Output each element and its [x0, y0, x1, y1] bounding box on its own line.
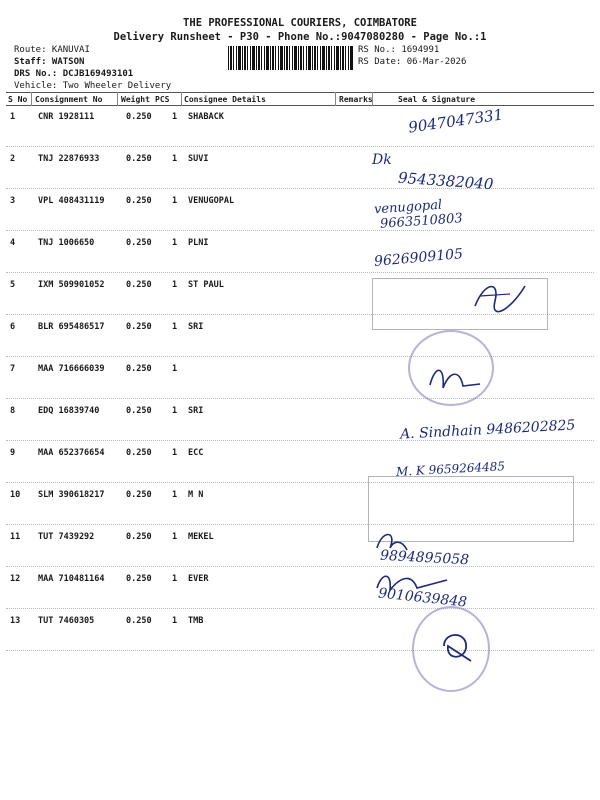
- cell-consignee: VENUGOPAL: [188, 196, 235, 206]
- cell-pcs: 1: [172, 238, 178, 248]
- signature-scribble-12: [372, 570, 452, 596]
- cell-consignment: EDQ 16839740: [38, 406, 100, 416]
- signature-9: A. Sindhain 9486202825: [399, 417, 576, 443]
- cell-sno: 12: [10, 574, 21, 584]
- column-divider: [335, 92, 336, 106]
- drs-number: DRS No.: DCJB169493101: [14, 69, 134, 79]
- cell-weight: 0.250: [126, 574, 152, 584]
- cell-consignment: MAA 716666039: [38, 364, 105, 374]
- cell-consignment: TNJ 1006650: [38, 238, 95, 248]
- col-sno: S No: [8, 95, 28, 104]
- cell-consignment: IXM 509901052: [38, 280, 105, 290]
- cell-pcs: 1: [172, 406, 178, 416]
- signature-scribble-13: [436, 626, 476, 666]
- cell-sno: 7: [10, 364, 16, 374]
- cell-weight: 0.250: [126, 364, 152, 374]
- cell-pcs: 1: [172, 364, 178, 374]
- cell-weight: 0.250: [126, 406, 152, 416]
- cell-sno: 6: [10, 322, 16, 332]
- cell-sno: 8: [10, 406, 16, 416]
- cell-sno: 1: [10, 112, 16, 122]
- staff-label: Staff: WATSON: [14, 57, 85, 67]
- signature-3a: venugopal: [373, 197, 443, 218]
- cell-consignee: SRI: [188, 406, 204, 416]
- signature-2b: 9543382040: [397, 168, 494, 194]
- signature-scribble-7: [425, 360, 485, 396]
- signature-11: 9894895058: [379, 547, 470, 569]
- table-row: [0, 232, 600, 274]
- cell-consignee: M N: [188, 490, 204, 500]
- column-divider: [181, 92, 182, 106]
- col-remarks: Remarks: [339, 95, 373, 104]
- cell-consignment: TNJ 22876933: [38, 154, 100, 164]
- cell-pcs: 1: [172, 490, 178, 500]
- cell-consignment: TUT 7460305: [38, 616, 95, 626]
- cell-consignment: CNR 1928111: [38, 112, 95, 122]
- cell-weight: 0.250: [126, 616, 152, 626]
- cell-consignee: SHABACK: [188, 112, 224, 122]
- report-title: THE PROFESSIONAL COURIERS, COIMBATORE: [183, 17, 417, 29]
- signature-12: 9010639848: [377, 585, 468, 611]
- rs-date: RS Date: 06-Mar-2026: [358, 57, 467, 67]
- barcode: [228, 46, 354, 70]
- signature-10: M. K 9659264485: [395, 459, 506, 479]
- cell-consignee: TMB: [188, 616, 204, 626]
- cell-weight: 0.250: [126, 448, 152, 458]
- cell-weight: 0.250: [126, 280, 152, 290]
- cell-consignment: MAA 652376654: [38, 448, 105, 458]
- cell-weight: 0.250: [126, 112, 152, 122]
- col-weight: Weight: [121, 95, 150, 104]
- cell-weight: 0.250: [126, 196, 152, 206]
- signature-3b: 9663510803: [379, 211, 464, 232]
- cell-pcs: 1: [172, 448, 178, 458]
- cell-weight: 0.250: [126, 532, 152, 542]
- signature-scribble-11: [372, 528, 412, 558]
- cell-sno: 3: [10, 196, 16, 206]
- cell-consignment: SLM 390618217: [38, 490, 105, 500]
- cell-pcs: 1: [172, 532, 178, 542]
- cell-pcs: 1: [172, 574, 178, 584]
- signature-scribble-5: [470, 276, 530, 316]
- column-divider: [31, 92, 32, 106]
- table-row: [0, 358, 600, 400]
- table-row: [0, 190, 600, 232]
- cell-consignee: EVER: [188, 574, 209, 584]
- table-row: [0, 568, 600, 610]
- cell-pcs: 1: [172, 196, 178, 206]
- rs-number: RS No.: 1694991: [358, 45, 440, 55]
- cell-sno: 13: [10, 616, 21, 626]
- cell-sno: 5: [10, 280, 16, 290]
- cell-sno: 11: [10, 532, 21, 542]
- col-pcs: PCS: [155, 95, 170, 104]
- route-label: Route: KANUVAI: [14, 45, 90, 55]
- table-row: [0, 106, 600, 148]
- cell-consignee: ECC: [188, 448, 204, 458]
- cell-consignee: PLNI: [188, 238, 209, 248]
- table-row: [0, 610, 600, 652]
- cell-pcs: 1: [172, 112, 178, 122]
- cell-consignee: MEKEL: [188, 532, 214, 542]
- cell-consignment: VPL 408431119: [38, 196, 105, 206]
- cell-consignee: SRI: [188, 322, 204, 332]
- cell-weight: 0.250: [126, 322, 152, 332]
- cell-consignee: ST PAUL: [188, 280, 224, 290]
- cell-weight: 0.250: [126, 154, 152, 164]
- table-row: [0, 148, 600, 190]
- report-subtitle: Delivery Runsheet - P30 - Phone No.:9047080280 - Page No.:1: [113, 31, 487, 43]
- cell-consignment: BLR 695486517: [38, 322, 105, 332]
- cell-pcs: 1: [172, 616, 178, 626]
- col-consignment: Consignment No: [35, 95, 103, 104]
- cell-weight: 0.250: [126, 490, 152, 500]
- vehicle-label: Vehicle: Two Wheeler Delivery: [14, 81, 172, 91]
- signature-4: 9626909105: [373, 246, 464, 270]
- col-consignee: Consignee Details: [184, 95, 266, 104]
- cell-sno: 4: [10, 238, 16, 248]
- cell-pcs: 1: [172, 280, 178, 290]
- table-top-rule: [6, 92, 594, 93]
- signature-2a: Dk: [372, 152, 392, 168]
- signature-1: 9047047331: [407, 105, 505, 137]
- cell-pcs: 1: [172, 154, 178, 164]
- cell-sno: 9: [10, 448, 16, 458]
- cell-sno: 2: [10, 154, 16, 164]
- cell-consignment: MAA 710481164: [38, 574, 105, 584]
- cell-consignment: TUT 7439292: [38, 532, 95, 542]
- col-seal-signature: Seal & Signature: [398, 95, 476, 104]
- cell-weight: 0.250: [126, 238, 152, 248]
- column-divider: [117, 92, 118, 106]
- cell-consignee: SUVI: [188, 154, 209, 164]
- cell-pcs: 1: [172, 322, 178, 332]
- cell-sno: 10: [10, 490, 21, 500]
